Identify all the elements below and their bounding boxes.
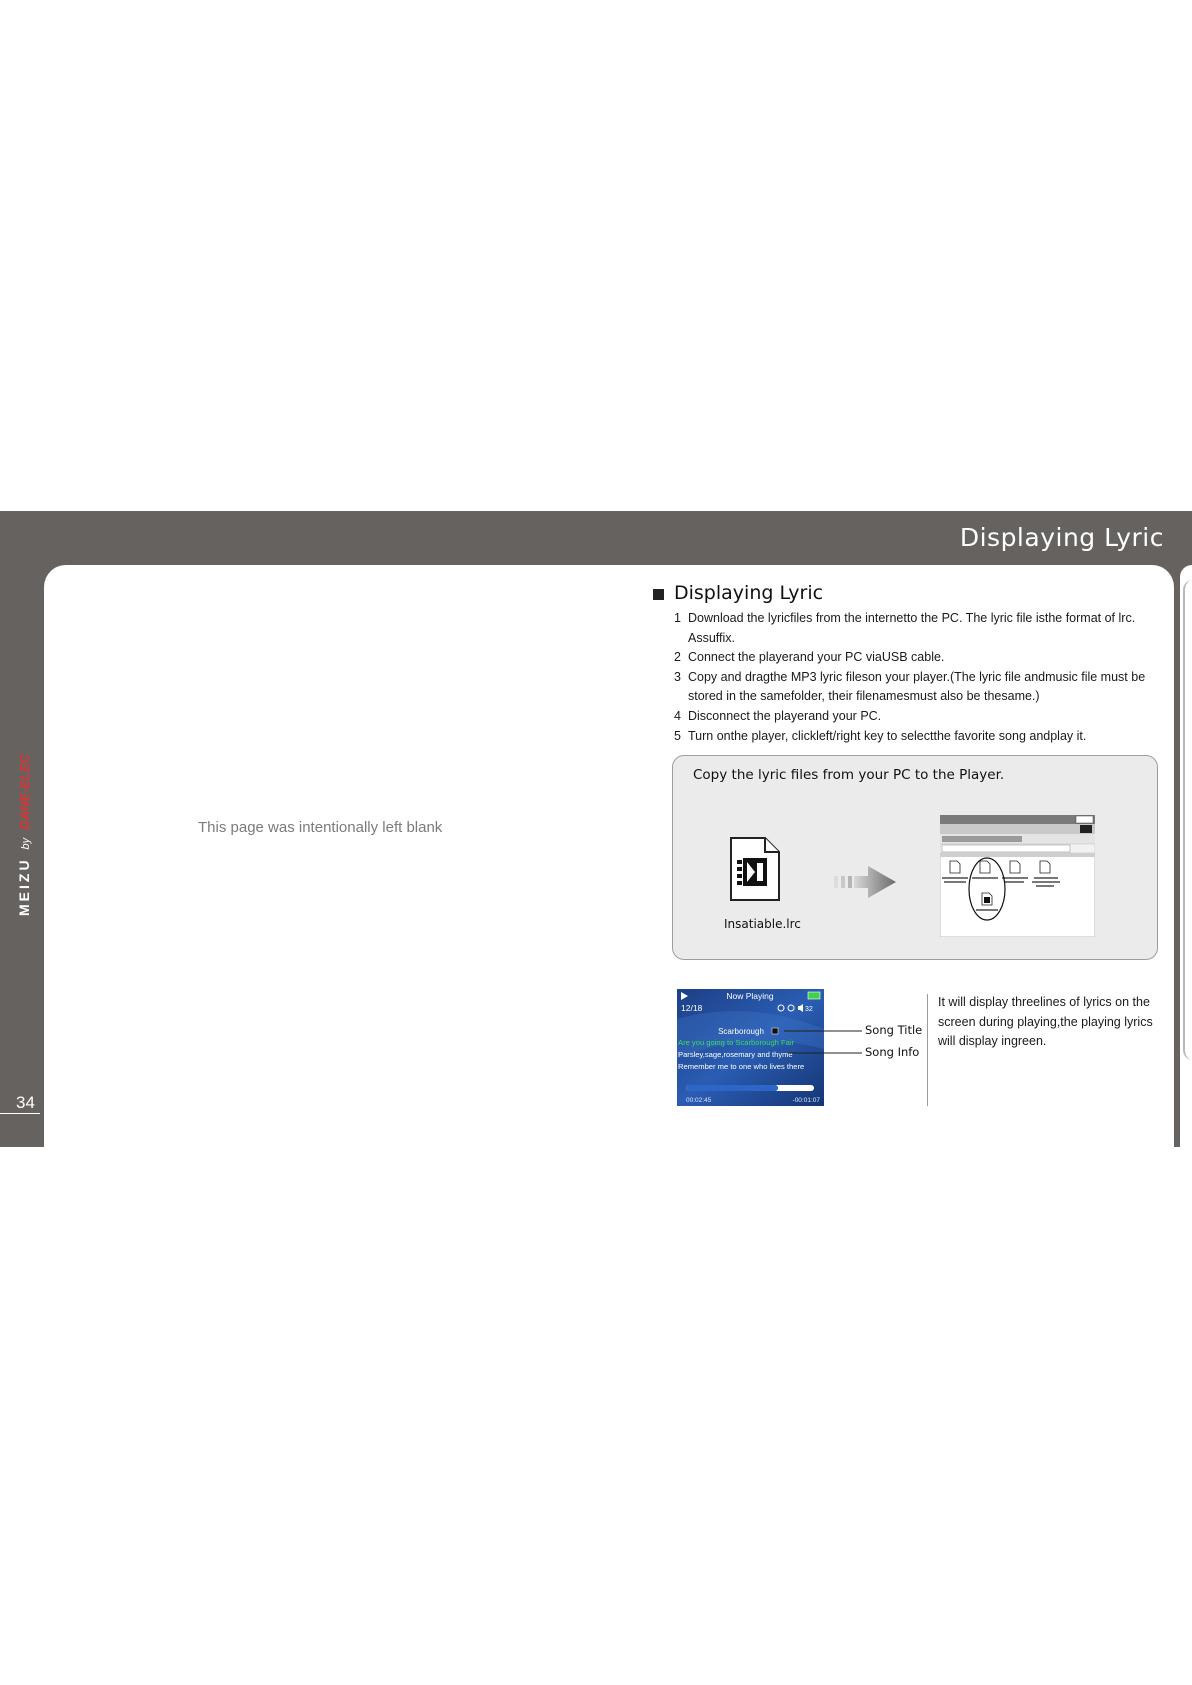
step-text: Download the lyricfiles from the internetto the PC. The lyric file isthe format of lrc. Assuffix. <box>688 611 1136 645</box>
progress-fill <box>686 1085 778 1091</box>
step-item <box>674 668 1152 707</box>
step-text: Copy and dragthe MP3 lyric fileson your player.(The lyric file andmusic file must be stored in the samefolder, their filenamesmust also be thesame.) <box>688 669 1146 704</box>
song-info-label: Song Info <box>865 1045 920 1059</box>
player-song-title: Scarborough <box>718 1027 764 1036</box>
lyric-description: It will display threelines of lyrics on the screen during playing,the playing lyrics will display ingreen. <box>938 995 1153 1048</box>
step-number: 5 <box>674 728 681 743</box>
explorer-window <box>940 815 1095 937</box>
step-text: Connect the playerand your PC viaUSB cable. <box>688 650 945 665</box>
section-bullet-icon <box>653 589 664 600</box>
copy-caption: Copy the lyric files from your PC to the Player. <box>693 767 1005 783</box>
elapsed-time: 00:02:45 <box>686 1097 712 1104</box>
page-number-right: 3 <box>1180 1093 1190 1112</box>
step-item <box>674 707 1152 727</box>
callout-leaders <box>770 986 866 1056</box>
step-number: 3 <box>674 669 681 684</box>
lyric-line-next: Parsley,sage,rosemary and thyme <box>678 1050 793 1059</box>
description-divider <box>927 994 928 1106</box>
step-number: 1 <box>674 611 681 625</box>
spine-logo <box>16 736 32 916</box>
section-title: Displaying Lyric <box>674 582 824 604</box>
player-header: Now Playing <box>726 991 774 1001</box>
document-icon <box>729 836 781 902</box>
volume-level: 32 <box>805 1006 813 1013</box>
lyric-line-last: Remember me to one who lives there <box>678 1062 805 1071</box>
step-number: 4 <box>674 708 681 723</box>
page-header-title: Displaying Lyric <box>959 523 1164 552</box>
remaining-time: -00:01:07 <box>792 1097 820 1104</box>
brand-logo: MEIZU <box>16 857 32 916</box>
arrow-right-icon <box>834 866 896 898</box>
blank-page-note: This page was intentionally left blank <box>198 819 443 836</box>
next-page-frame <box>1183 580 1192 1060</box>
step-text: Disconnect the playerand your PC. <box>688 708 882 723</box>
page-number-left: 34 <box>16 1093 35 1112</box>
steps-list <box>674 609 1152 746</box>
step-number: 2 <box>674 650 681 665</box>
step-text: Turn onthe player, clickleft/right key to selectthe favorite song andplay it. <box>688 728 1087 743</box>
page-number-rule <box>0 1113 40 1114</box>
brand-spine <box>12 740 36 920</box>
brand-by: by <box>20 837 32 850</box>
track-counter: 12/18 <box>681 1003 703 1013</box>
lyric-line-current: Are you going to Scarborough Fair <box>678 1038 795 1047</box>
step-item <box>674 609 1152 648</box>
partner-logo: DANE-ELEC <box>17 753 32 830</box>
step-item <box>674 727 1152 747</box>
step-item <box>674 648 1152 668</box>
song-title-label: Song Title <box>865 1023 923 1037</box>
lyric-file-name: Insatiable.lrc <box>724 917 801 931</box>
